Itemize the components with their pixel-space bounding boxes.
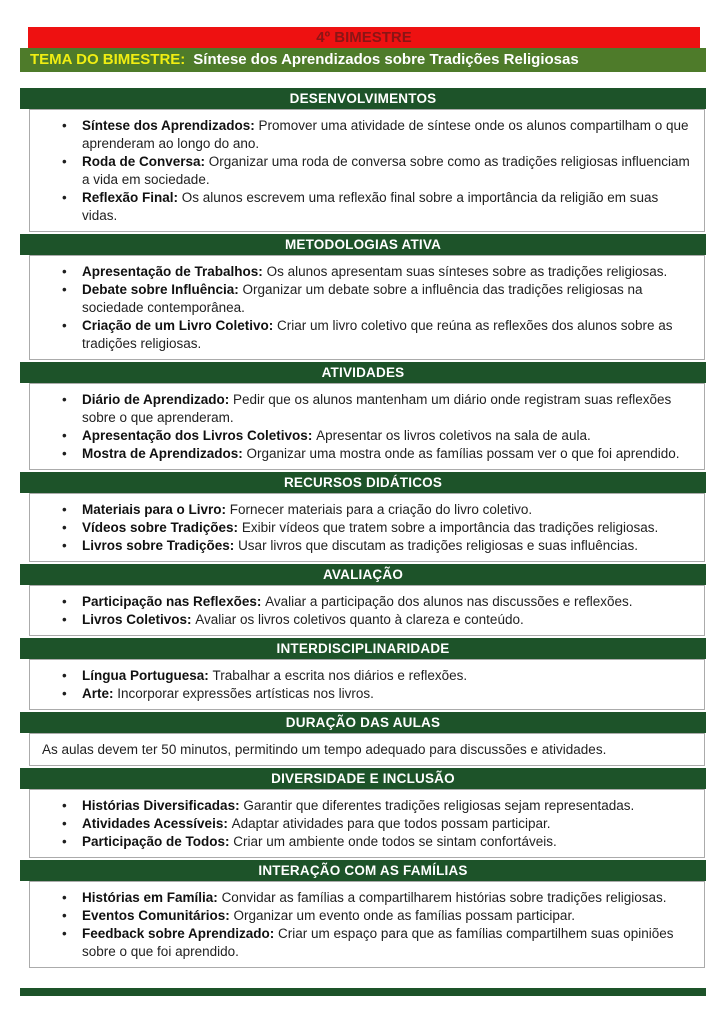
list-item bbox=[62, 797, 690, 815]
section-title: DURAÇÃO DAS AULAS bbox=[285, 715, 441, 730]
item-label: Atividades Acessíveis: bbox=[82, 816, 232, 831]
section-header bbox=[20, 768, 706, 789]
list-item bbox=[62, 445, 690, 463]
section-paragraph: As aulas devem ter 50 minutos, permitindo um tempo adequado para discussões e atividades. bbox=[42, 742, 607, 757]
list-item bbox=[62, 153, 690, 189]
section bbox=[20, 712, 706, 766]
bullet-list bbox=[40, 797, 690, 851]
section-header bbox=[20, 234, 706, 255]
section-title: INTERDISCIPLINARIDADE bbox=[276, 641, 450, 656]
item-text: Incorporar expressões artísticas nos livros. bbox=[117, 686, 374, 701]
list-item bbox=[62, 189, 690, 225]
bullet-list bbox=[40, 593, 690, 629]
item-label: Diário de Aprendizado: bbox=[82, 392, 234, 407]
bullet-list bbox=[40, 501, 690, 555]
list-item bbox=[62, 537, 690, 555]
section-content bbox=[29, 789, 705, 858]
list-item bbox=[62, 593, 690, 611]
item-text: Exibir vídeos que tratem sobre a importância das tradições religiosas. bbox=[241, 520, 659, 535]
section-title: AVALIAÇÃO bbox=[322, 567, 404, 582]
list-item bbox=[62, 667, 690, 685]
item-text: Os alunos apresentam suas sínteses sobre as tradições religiosas. bbox=[266, 264, 668, 279]
item-label: Roda de Conversa: bbox=[82, 154, 209, 169]
item-label: Mostra de Aprendizados: bbox=[82, 446, 247, 461]
item-text: Organizar um evento onde as famílias possam participar. bbox=[233, 908, 575, 923]
theme-value: Síntese dos Aprendizados sobre Tradições Religiosas bbox=[193, 51, 579, 68]
item-text: Os alunos escrevem uma reflexão final sobre a importância da religião em suas vidas. bbox=[82, 190, 659, 223]
section bbox=[20, 362, 706, 470]
section bbox=[20, 768, 706, 858]
section bbox=[20, 472, 706, 562]
list-item bbox=[62, 427, 690, 445]
item-text: Trabalhar a escrita nos diários e reflexões. bbox=[212, 668, 468, 683]
item-text: Criar um livro coletivo que reúna as reflexões dos alunos sobre as tradições religiosas. bbox=[82, 318, 673, 351]
section bbox=[20, 860, 706, 968]
item-label: Feedback sobre Aprendizado: bbox=[82, 926, 279, 941]
section-content bbox=[29, 733, 705, 766]
item-text: Fornecer materiais para a criação do livro coletivo. bbox=[229, 502, 533, 517]
item-label: Criação de um Livro Coletivo: bbox=[82, 318, 278, 333]
section-title: RECURSOS DIDÁTICOS bbox=[283, 475, 443, 490]
section-header bbox=[20, 88, 706, 109]
item-text: Criar um espaço para que as famílias compartilhem suas opiniões sobre o que foi aprendido. bbox=[82, 926, 674, 959]
item-label: Materiais para o Livro: bbox=[82, 502, 230, 517]
item-label: Livros Coletivos: bbox=[82, 612, 196, 627]
item-text: Adaptar atividades para que todos possam participar. bbox=[231, 816, 551, 831]
list-item bbox=[62, 889, 690, 907]
item-label: Participação de Todos: bbox=[82, 834, 234, 849]
item-text: Apresentar os livros coletivos na sala de aula. bbox=[316, 428, 591, 443]
list-item bbox=[62, 263, 690, 281]
bimestre-banner: 4º BIMESTRE bbox=[28, 27, 700, 48]
item-label: Livros sobre Tradições: bbox=[82, 538, 239, 553]
section-title: DIVERSIDADE E INCLUSÃO bbox=[271, 771, 455, 786]
section-header bbox=[20, 712, 706, 733]
item-text: Usar livros que discutam as tradições religiosas e suas influências. bbox=[238, 538, 638, 553]
item-label: Língua Portuguesa: bbox=[82, 668, 213, 683]
item-label: Reflexão Final: bbox=[82, 190, 182, 205]
list-item bbox=[62, 685, 690, 703]
item-text: Pedir que os alunos mantenham um diário onde registram suas reflexões sobre o que aprenderam. bbox=[82, 392, 672, 425]
bullet-list bbox=[40, 117, 690, 225]
list-item bbox=[62, 391, 690, 427]
bullet-list bbox=[40, 263, 690, 353]
theme-label: TEMA DO BIMESTRE: bbox=[30, 51, 186, 68]
section-title: INTERAÇÃO COM AS FAMÍLIAS bbox=[258, 863, 468, 878]
section-header bbox=[20, 472, 706, 493]
list-item bbox=[62, 907, 690, 925]
item-text: Promover uma atividade de síntese onde os alunos compartilham o que aprenderam ao longo do ano. bbox=[82, 118, 689, 151]
footer-bar bbox=[20, 988, 706, 996]
section-content bbox=[29, 383, 705, 470]
list-item bbox=[62, 281, 690, 317]
section bbox=[20, 234, 706, 360]
section bbox=[20, 638, 706, 710]
section bbox=[20, 88, 706, 232]
item-label: Debate sobre Influência: bbox=[82, 282, 243, 297]
bullet-list bbox=[40, 391, 690, 463]
sections-container bbox=[20, 88, 706, 968]
section-content bbox=[29, 493, 705, 562]
section-header bbox=[20, 860, 706, 881]
item-label: Histórias em Família: bbox=[82, 890, 222, 905]
list-item bbox=[62, 317, 690, 353]
section-title: DESENVOLVIMENTOS bbox=[289, 91, 437, 106]
item-label: Apresentação dos Livros Coletivos: bbox=[82, 428, 317, 443]
section-content bbox=[29, 585, 705, 636]
item-label: Vídeos sobre Tradições: bbox=[82, 520, 242, 535]
item-label: Síntese dos Aprendizados: bbox=[82, 118, 259, 133]
section-content bbox=[29, 255, 705, 360]
list-item bbox=[62, 501, 690, 519]
item-label: Histórias Diversificadas: bbox=[82, 798, 244, 813]
section-content bbox=[29, 109, 705, 232]
item-label: Participação nas Reflexões: bbox=[82, 594, 266, 609]
list-item bbox=[62, 925, 690, 961]
item-label: Eventos Comunitários: bbox=[82, 908, 234, 923]
theme-banner bbox=[20, 48, 706, 72]
list-item bbox=[62, 519, 690, 537]
item-text: Convidar as famílias a compartilharem histórias sobre tradições religiosas. bbox=[221, 890, 667, 905]
section-header bbox=[20, 638, 706, 659]
item-text: Garantir que diferentes tradições religiosas sejam representadas. bbox=[243, 798, 635, 813]
item-text: Avaliar os livros coletivos quanto à clareza e conteúdo. bbox=[195, 612, 524, 627]
item-text: Organizar um debate sobre a influência das tradições religiosas na sociedade contemporânea. bbox=[82, 282, 643, 315]
section-title: ATIVIDADES bbox=[321, 365, 405, 380]
section-content bbox=[29, 881, 705, 968]
list-item bbox=[62, 815, 690, 833]
section bbox=[20, 564, 706, 636]
section-content bbox=[29, 659, 705, 710]
item-label: Apresentação de Trabalhos: bbox=[82, 264, 267, 279]
item-text: Avaliar a participação dos alunos nas discussões e reflexões. bbox=[265, 594, 633, 609]
item-text: Organizar uma mostra onde as famílias possam ver o que foi aprendido. bbox=[246, 446, 680, 461]
list-item bbox=[62, 117, 690, 153]
list-item bbox=[62, 833, 690, 851]
section-header bbox=[20, 362, 706, 383]
bullet-list bbox=[40, 667, 690, 703]
bullet-list bbox=[40, 889, 690, 961]
section-title: METODOLOGIAS ATIVA bbox=[284, 237, 442, 252]
item-text: Criar um ambiente onde todos se sintam confortáveis. bbox=[233, 834, 557, 849]
list-item bbox=[62, 611, 690, 629]
section-header bbox=[20, 564, 706, 585]
item-text: Organizar uma roda de conversa sobre como as tradições religiosas influenciam a vida em sociedade. bbox=[82, 154, 690, 187]
item-label: Arte: bbox=[82, 686, 118, 701]
